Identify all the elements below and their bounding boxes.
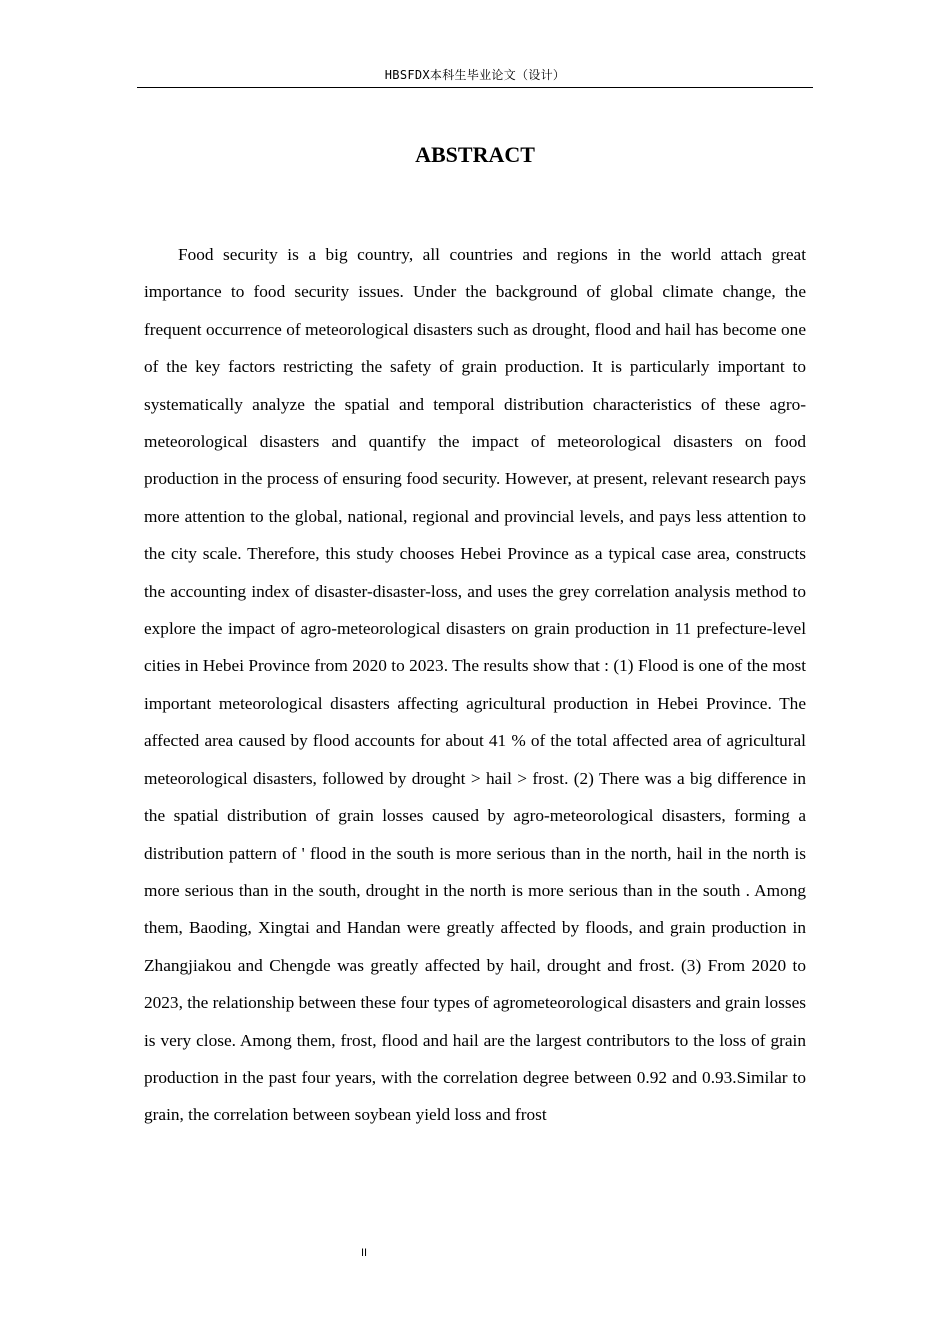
page-number: II: [360, 1247, 368, 1259]
header-divider: [137, 87, 813, 88]
abstract-heading: ABSTRACT: [415, 141, 535, 167]
running-header: HBSFDX本科生毕业论文（设计）: [384, 68, 566, 82]
abstract-paragraph: Food security is a big country, all countries and regions in the world attach great importance to food security issues. Under the background of global climate change, the frequent occurrence of meteorological disasters such as drought, flood and hail has become one of the key factors restricting the safety of grain production. It is particularly important to systematically analyze the spatial and temporal distribution characteristics of these agro-meteorological disasters and quantify the impact of meteorological disasters on food production in the process of ensuring food security. However, at present, relevant research pays more attention to the global, national, regional and provincial levels, and pays less attention to the city scale. Therefore, this study chooses Hebei Province as a typical case area, constructs the accounting index of disaster-disaster-loss, and uses the grey correlation analysis method to explore the impact of agro-meteorological disasters on grain production in 11 prefecture-level cities in Hebei Province from 2020 to 2023. The results show that : (1) Flood is one of the most important meteorological disasters affecting agricultural production in Hebei Province. The affected area caused by flood accounts for about 41 % of the total affected area of agricultural meteorological disasters, followed by drought > hail > frost. (2) There was a big difference in the spatial distribution of grain losses caused by agro-meteorological disasters, forming a distribution pattern of ' flood in the south is more serious than in the north, hail in the north is more serious than in the south, drought in the north is more serious than in the south . Among them, Baoding, Xingtai and Handan were greatly affected by floods, and grain production in Zhangjiakou and Chengde was greatly affected by hail, drought and frost. (3) From 2020 to 2023, the relationship between these four types of agrometeorological disasters and grain losses is very close. Among them, frost, flood and hail are the largest contributors to the loss of grain production in the past four years, with the correlation degree between 0.92 and 0.93.Similar to grain, the correlation between soybean yield loss and frost: [144, 245, 806, 1125]
